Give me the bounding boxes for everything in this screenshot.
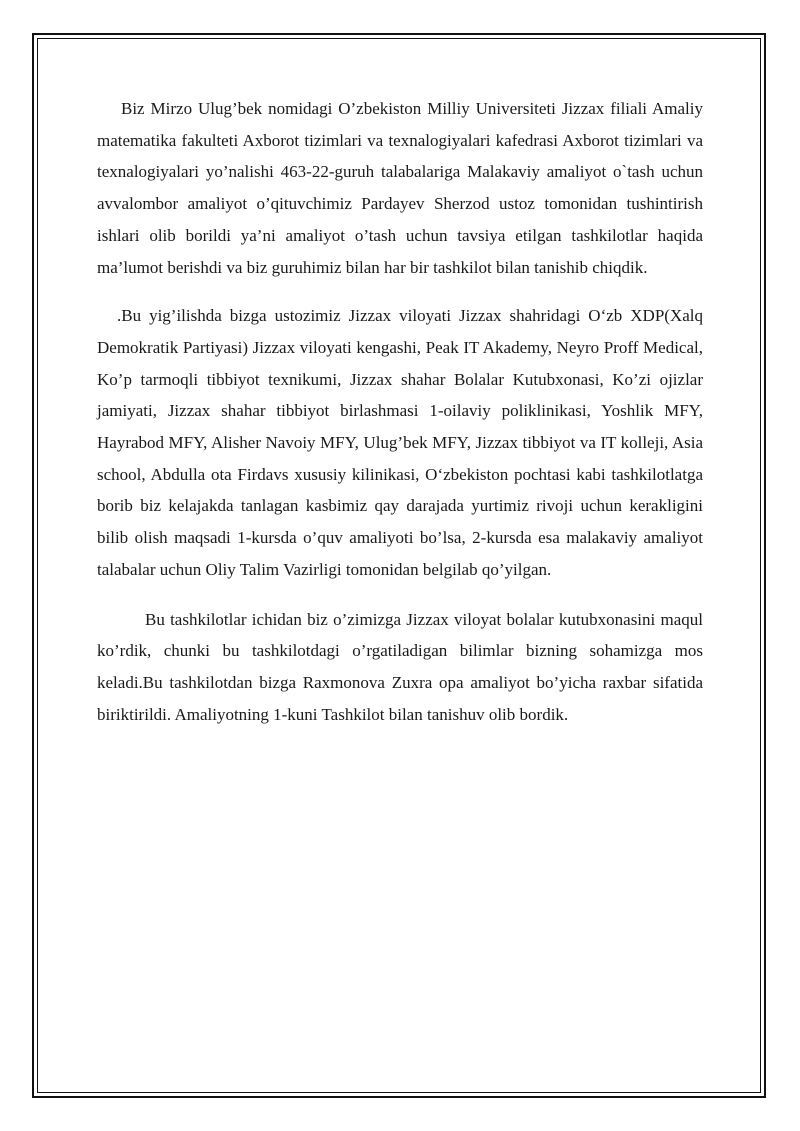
document-body	[97, 93, 703, 730]
paragraph-3: Bu tashkilotlar ichidan biz o’zimizga Jizzax viloyat bolalar kutubxonasini maqul ko’rdik, chunki bu tashkilotdagi o’rgatiladigan bilimlar bizning sohamizga mos keladi.Bu tashkilotdan bizga Raxmonova Zuxra opa amaliyot bo’yicha raxbar sifatida biriktirildi. Amaliyotning 1-kuni Tashkilot bilan tanishuv olib bordik.	[97, 609, 703, 724]
paragraph-2: .Bu yig’ilishda bizga ustozimiz Jizzax viloyati Jizzax shahridagi O‘zb XDP(Xalq Demokratik Partiyasi) Jizzax viloyati kengashi, Peak IT Akademy, Neyro Proff Medical, Ko’p tarmoqli tibbiyot texnikumi, Jizzax shahar Bolalar Kutubxonasi, Ko’zi ojizlar jamiyati, Jizzax shahar tibbiyot birlashmasi 1-oilaviy poliklinikasi, Yoshlik MFY, Hayrabod MFY, Alisher Navoiy MFY, Ulug’bek MFY, Jizzax tibbiyot va IT kolleji, Asia school, Abdulla ota Firdavs xususiy kilinikasi, O‘zbekiston pochtasi kabi tashkilotlatga borib biz kelajakda tanlagan kasbimiz qay darajada yurtimiz rivoji uchun kerakligini bilib olish maqsadi 1-kursda o’quv amaliyoti bo’lsa, 2-kursda esa malakaviy amaliyot talabalar uchun Oliy Talim Vazirligi tomonidan belgilab qo’yilgan.	[97, 306, 703, 579]
paragraph-1: Biz Mirzo Ulug’bek nomidagi O’zbekiston Milliy Universiteti Jizzax filiali Amaliy matematika fakulteti Axborot tizimlari va texnalogiyalari kafedrasi Axborot tizimlari va texnalogiyalari yo’nalishi 463-22-guruh talabalariga Malakaviy amaliyot o`tash uchun avvalombor amaliyot o’qituvchimiz Pardayev Sherzod ustoz tomonidan tushintirish ishlari olib borildi ya’ni amaliyot o’tash uchun tavsiya etilgan tashkilotlar haqida ma’lumot berishdi va biz guruhimiz bilan har bir tashkilot bilan tanishib chiqdik.	[97, 99, 703, 277]
